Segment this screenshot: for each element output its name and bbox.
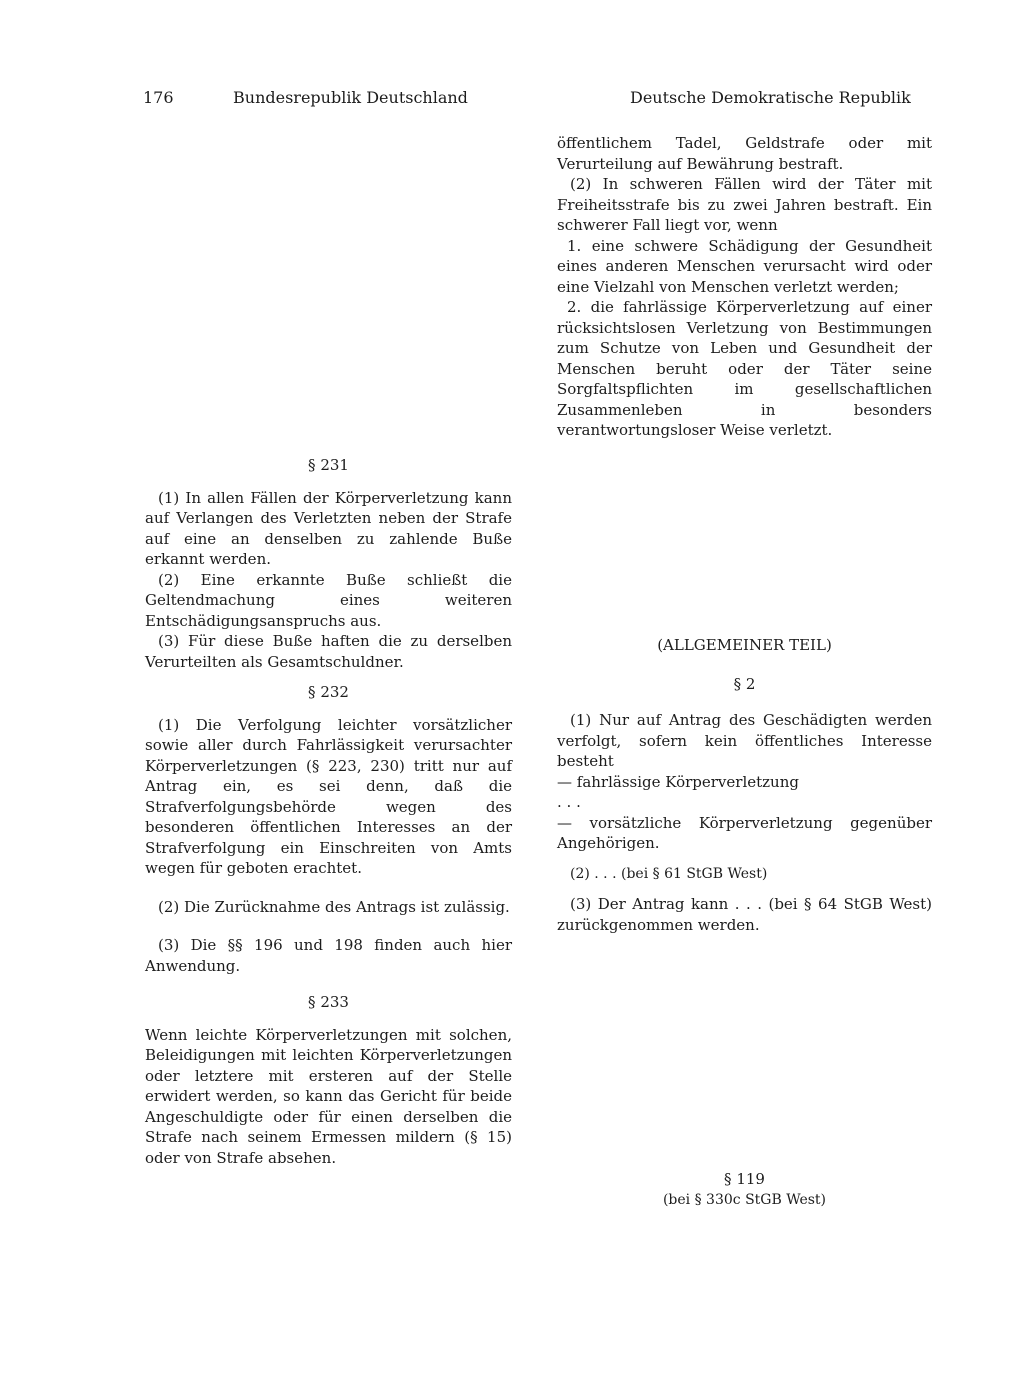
list-item: 2. die fahrlässige Körperverletzung auf einer rücksichtslosen Verletzung von Bestimmungen zum Schutze von Leben und Gesundheit der Menschen beruht oder der Täter seine Sorgfaltspflichten im gesellschaftlichen Zusammenleben in besonders verantwortungsloser Weise verletzt. — [557, 298, 932, 439]
section-heading: § 231 — [308, 456, 349, 474]
paragraph: (1) Nur auf Antrag des Geschädigten werden verfolgt, sofern kein öffentliches Interesse besteht — [557, 711, 932, 770]
paragraph: (1) In allen Fällen der Körperverletzung kann auf Verlangen des Verletzten neben der Strafe auf eine an denselben zu zahlende Buße erkannt werden. — [145, 488, 512, 568]
section-232 — [145, 682, 512, 976]
paragraph: (2) . . . (bei § 61 StGB West) — [570, 865, 768, 882]
section-heading: § 119 — [724, 1170, 765, 1188]
list-item: 1. eine schwere Schädigung der Gesundheit eines anderen Menschen verursacht wird oder eine Vielzahl von Menschen verletzt werden; — [557, 236, 932, 296]
paragraph: öffentlichem Tadel, Geldstrafe oder mit Verurteilung auf Bewährung bestraft. — [557, 134, 932, 173]
section-heading: § 233 — [308, 993, 349, 1011]
section-233 — [145, 992, 512, 1168]
section-119 — [557, 1169, 932, 1210]
running-head-left: Bundesrepublik Deutschland — [233, 88, 468, 107]
section-heading: § 2 — [733, 674, 756, 693]
paragraph: (3) Für diese Buße haften die zu derselben Verurteilten als Gesamtschuldner. — [145, 632, 512, 671]
page-number: 176 — [143, 88, 174, 107]
running-head-right: Deutsche Demokratische Republik — [630, 88, 911, 107]
part-title: (ALLGEMEINER TEIL) — [657, 636, 832, 654]
section-heading: § 232 — [308, 683, 349, 701]
section-231 — [145, 455, 512, 672]
paragraph: Wenn leichte Körperverletzungen mit solchen, Beleidigungen mit leichten Körperverletzungen oder letztere mit ersteren auf der Stelle erwidert werden, so kann das Gericht für beide Angeschuldigte oder für einen derselben die Strafe nach seinem Ermessen mildern (§ 15) oder von Strafe absehen. — [145, 1025, 512, 1167]
paragraph: (2) Die Zurücknahme des Antrags ist zulässig. — [158, 897, 510, 916]
allgemeiner-teil-section — [557, 635, 932, 935]
paragraph: (1) Die Verfolgung leichter vorsätzlicher sowie aller durch Fahrlässigkeit verursachter Körperverletzungen (§ 223, 230) tritt nur auf Antrag ein, es sei denn, daß die Strafverfolgungsbehörde wegen des besonderen öffentlichen Interesses an der Strafverfolgung ein Einschreiten von Amts wegen für geboten erachtet. — [145, 715, 512, 877]
paragraph: (2) In schweren Fällen wird der Täter mit Freiheitsstrafe bis zu zwei Jahren bestraft. Ein schwerer Fall liegt vor, wenn — [557, 175, 932, 234]
paragraph: (3) Die §§ 196 und 198 finden auch hier Anwendung. — [145, 936, 512, 975]
right-column-top — [557, 133, 932, 441]
paragraph: (2) Eine erkannte Buße schließt die Geltendmachung eines weiteren Entschädigungsanspruchs aus. — [145, 570, 512, 630]
paragraph: (3) Der Antrag kann . . . (bei § 64 StGB West) zurückgenommen werden. — [557, 895, 932, 934]
list-item: — fahrlässige Körperverletzung — [557, 772, 799, 791]
list-item: — vorsätzliche Körperverletzung gegenüber Angehörigen. — [557, 813, 932, 852]
ellipsis: . . . — [557, 793, 581, 811]
section-note: (bei § 330c StGB West) — [662, 1191, 827, 1208]
